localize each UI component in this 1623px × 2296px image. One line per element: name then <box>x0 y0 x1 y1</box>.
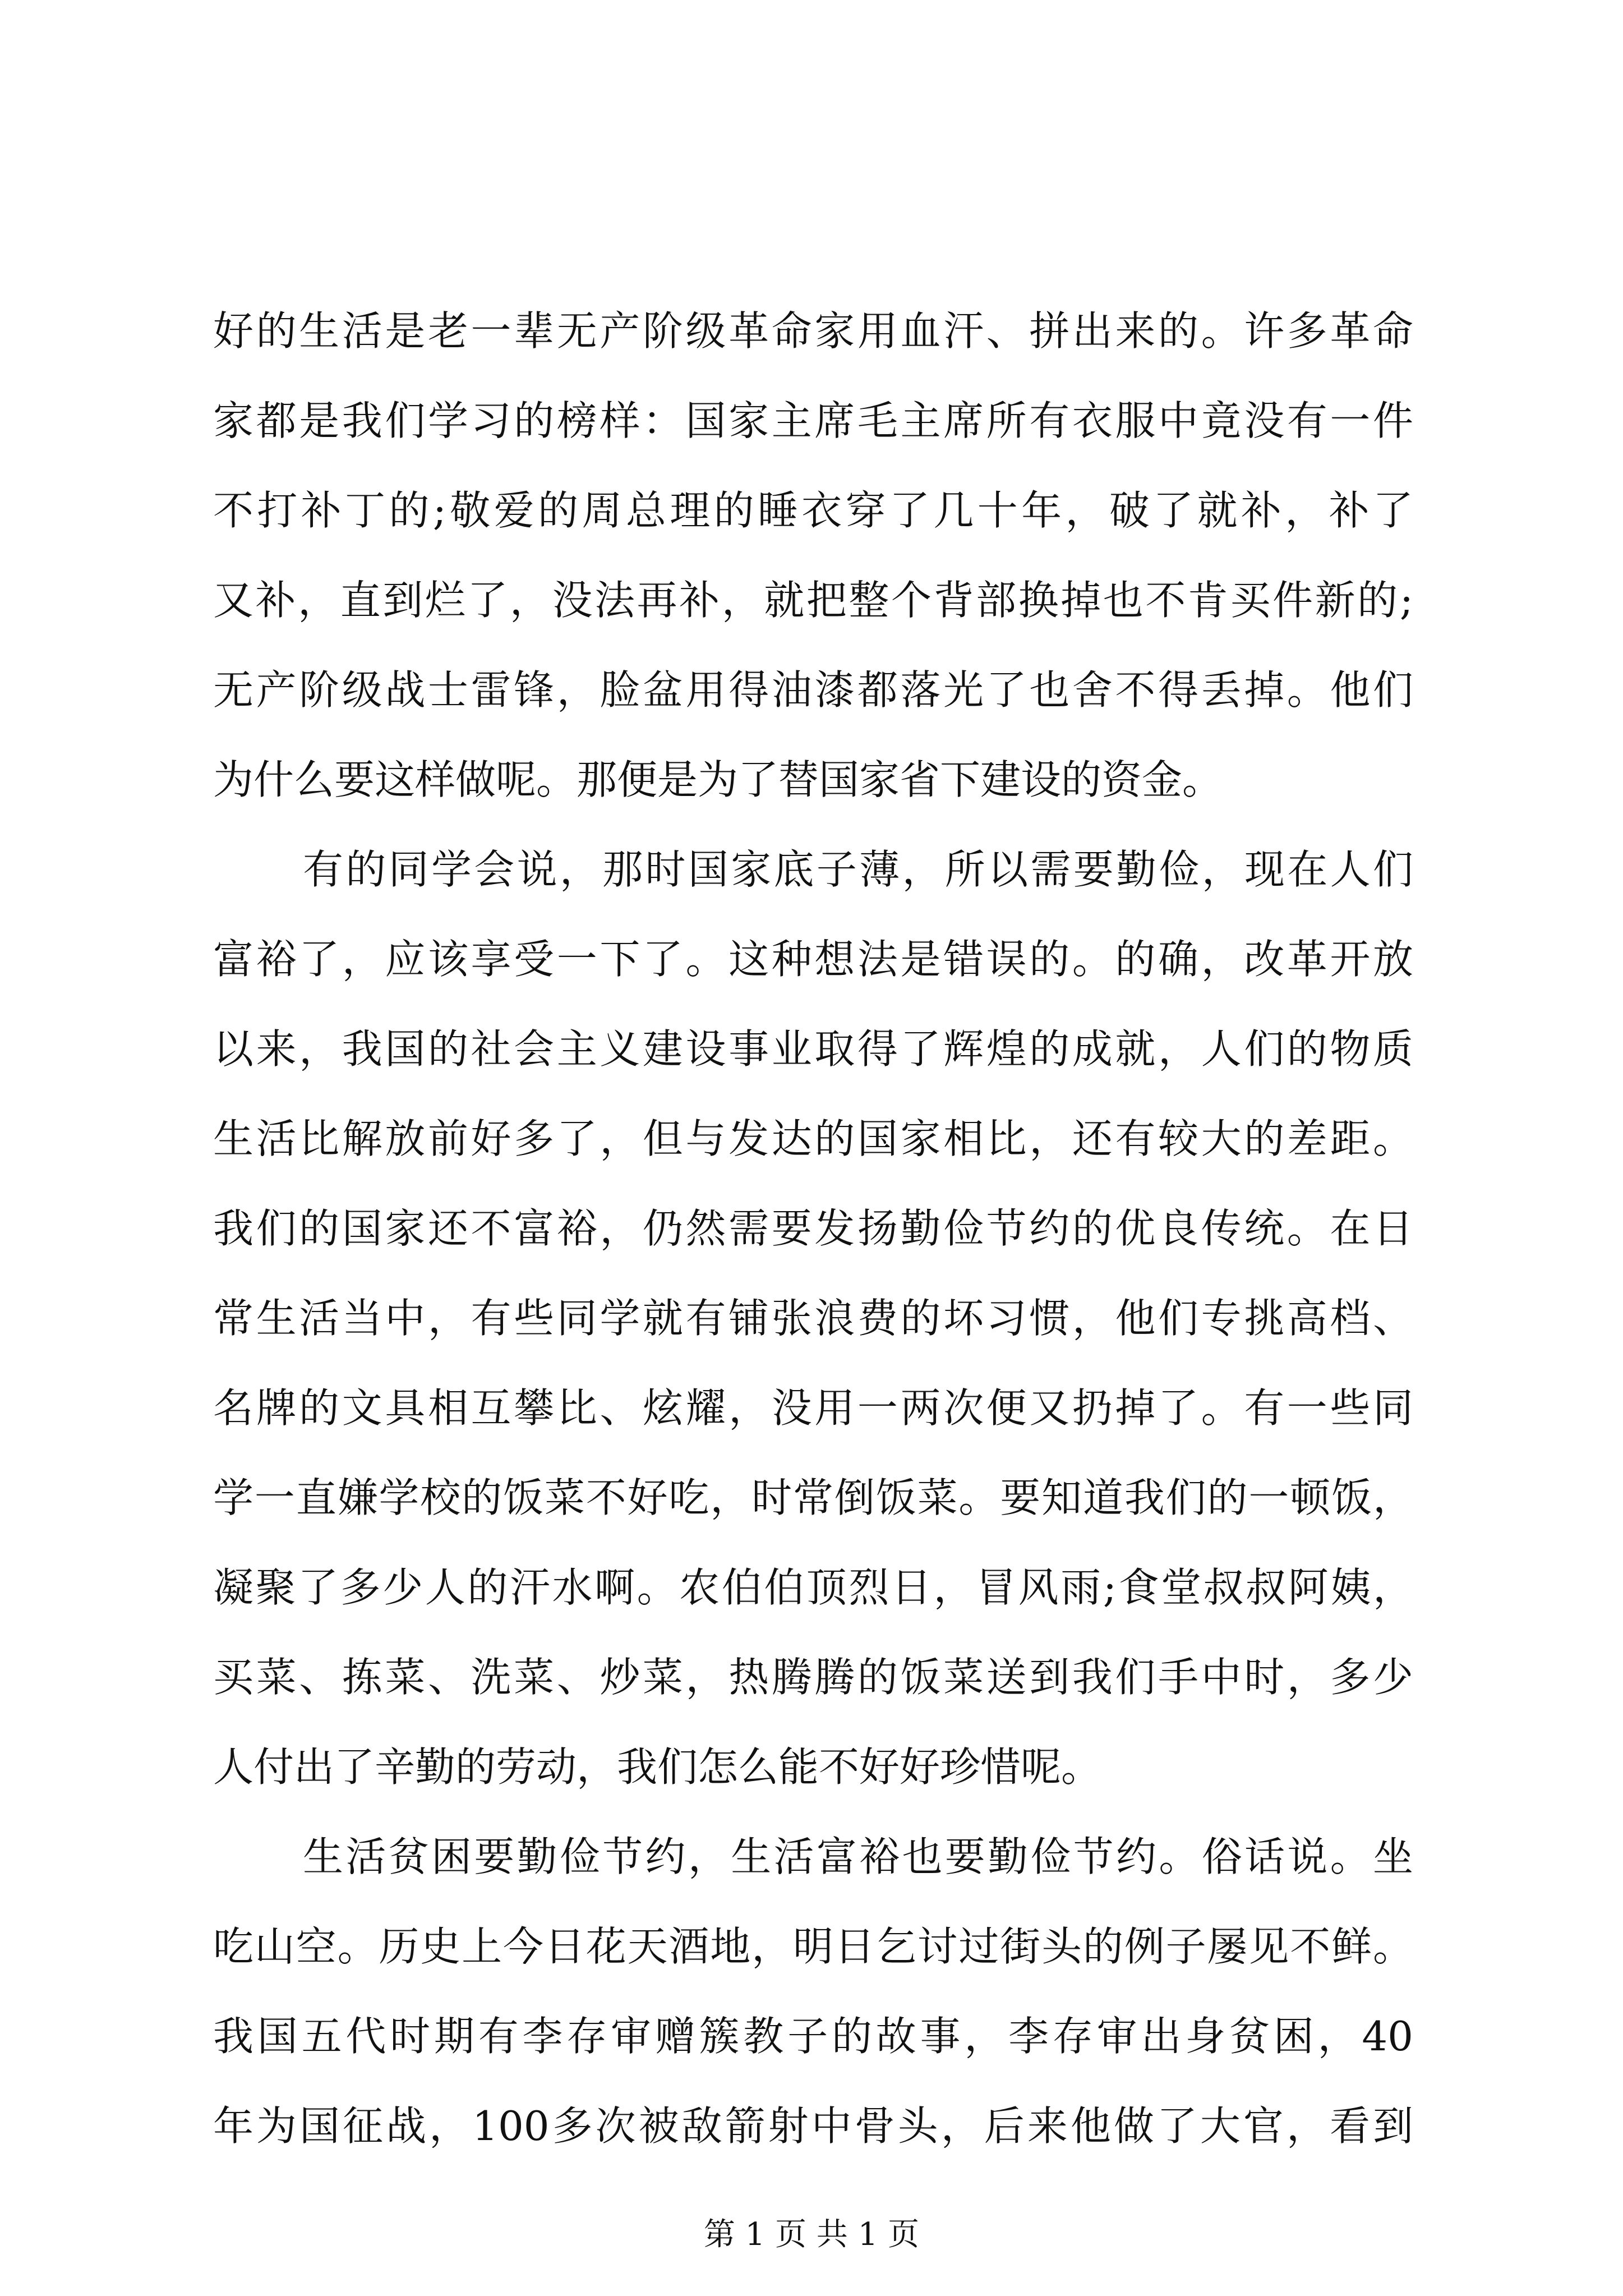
text-line: 年为国征战，100多次被敌箭射中骨头，后来他做了大官，看到 <box>213 2102 1413 2150</box>
text-line: 不打补丁的;敬爱的周总理的睡衣穿了几十年，破了就补，补了 <box>213 487 1413 534</box>
text-line: 为什么要这样做呢。那便是为了替国家省下建设的资金。 <box>213 756 1223 803</box>
paragraph-first-line: 有的同学会说，那时国家底子薄，所以需要勤俭，现在人们 <box>303 846 1413 893</box>
text-line: 家都是我们学习的榜样：国家主席毛主席所有衣服中竟没有一件 <box>213 397 1413 444</box>
text-line: 又补，直到烂了，没法再补，就把整个背部换掉也不肯买件新的; <box>213 577 1413 624</box>
paragraph-first-line: 生活贫困要勤俭节约，生活富裕也要勤俭节约。俗话说。坐 <box>303 1833 1413 1880</box>
text-line: 好的生活是老一辈无产阶级革命家用血汗、拼出来的。许多革命 <box>213 307 1413 355</box>
text-line: 凝聚了多少人的汗水啊。农伯伯顶烈日，冒风雨;食堂叔叔阿姨， <box>213 1564 1413 1611</box>
text-line: 生活比解放前好多了，但与发达的国家相比，还有较大的差距。 <box>213 1115 1413 1162</box>
text-line: 买菜、拣菜、洗菜、炒菜，热腾腾的饭菜送到我们手中时，多少 <box>213 1654 1413 1701</box>
page-footer: 第 1 页 共 1 页 <box>703 2216 920 2253</box>
text-line: 学一直嫌学校的饭菜不好吃，时常倒饭菜。要知道我们的一顿饭， <box>213 1474 1413 1521</box>
text-line: 无产阶级战士雷锋，脸盆用得油漆都落光了也舍不得丢掉。他们 <box>213 666 1413 714</box>
text-line: 吃山空。历史上今日花天酒地，明日乞讨过街头的例子屡见不鲜。 <box>213 1923 1413 1970</box>
text-line: 我们的国家还不富裕，仍然需要发扬勤俭节约的优良传统。在日 <box>213 1205 1413 1252</box>
text-line: 富裕了，应该享受一下了。这种想法是错误的。的确，改革开放 <box>213 936 1413 983</box>
text-line: 常生活当中，有些同学就有铺张浪费的坏习惯，他们专挑高档、 <box>213 1295 1413 1342</box>
text-line: 人付出了辛勤的劳动，我们怎么能不好好珍惜呢。 <box>213 1743 1102 1791</box>
text-line: 我国五代时期有李存审赠簇教子的故事，李存审出身贫困，40 <box>213 2013 1413 2060</box>
text-line: 名牌的文具相互攀比、炫耀，没用一两次便又扔掉了。有一些同 <box>213 1384 1413 1432</box>
text-line: 以来，我国的社会主义建设事业取得了辉煌的成就，人们的物质 <box>213 1025 1413 1073</box>
